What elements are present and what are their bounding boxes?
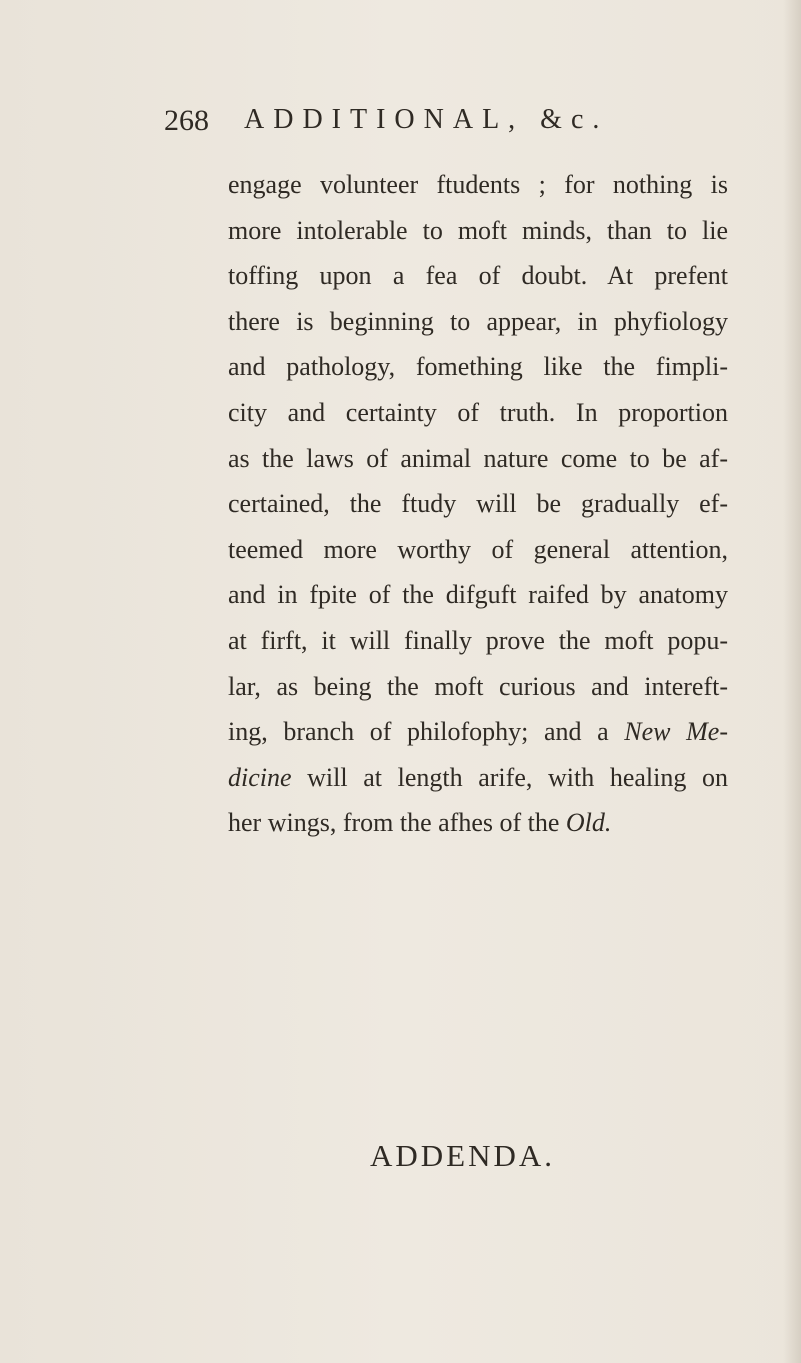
text-line: city and certainty of truth. In proportion	[228, 397, 728, 427]
text-line: at firft, it will finally prove the moft popu-	[228, 625, 728, 655]
running-head-title: ADDITIONAL, &c.	[244, 104, 609, 135]
text-line: more intolerable to moft minds, than to lie	[228, 215, 728, 245]
text-line: teemed more worthy of general attention,	[228, 534, 728, 564]
text-line: her wings, from the afhes of the Old.	[228, 808, 612, 838]
text-line: dicine will at length arife, with healing on	[228, 762, 728, 792]
text-line: certained, the ftudy will be gradually ef-	[228, 489, 728, 519]
italic-phrase: Old.	[565, 808, 612, 838]
text-line: ing, branch of philofophy; and a New Me-	[228, 717, 728, 747]
italic-phrase: dicine	[228, 762, 292, 792]
italic-phrase: New Me-	[624, 717, 728, 747]
body-paragraph	[228, 162, 728, 846]
text-line: and pathology, fomething like the fimpli-	[228, 352, 728, 382]
text-line: as the laws of animal nature come to be af-	[228, 443, 728, 473]
text-line: and in fpite of the difguft raifed by anatomy	[228, 580, 728, 610]
page-number: 268	[164, 104, 209, 137]
text-line: there is beginning to appear, in phyfiology	[228, 306, 728, 336]
text-line: engage volunteer ftudents ; for nothing is	[228, 170, 728, 199]
text-line: lar, as being the moft curious and intereft-	[228, 671, 728, 701]
text-line: toffing upon a fea of doubt. At prefent	[228, 261, 728, 291]
running-head	[164, 104, 764, 144]
page-edge-shadow	[783, 0, 801, 1363]
section-heading: ADDENDA.	[370, 1138, 556, 1173]
